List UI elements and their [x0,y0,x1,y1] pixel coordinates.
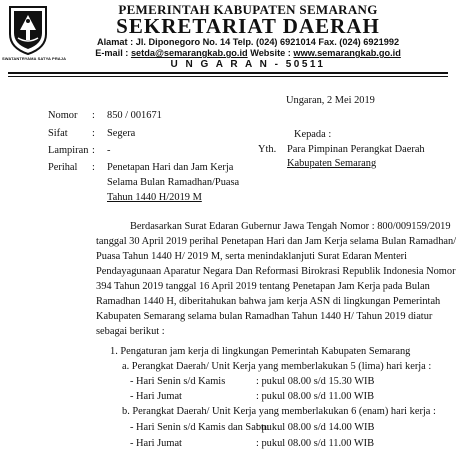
website-label: Website : [247,48,294,58]
to-label: Kepada : [294,129,332,140]
government-name: PEMERINTAH KABUPATEN SEMARANG [118,2,378,17]
email-label: E-mail : [95,48,131,58]
schedule-time: : pukul 08.00 s/d 11.00 WIB [256,391,375,402]
body-line: 394 Tahun 2019 tanggal 16 April 2019 tentang Penetapan Jam Kerja pada Bulan [96,281,430,292]
field-value-sifat: Segera [107,128,136,139]
field-colon: : [92,128,95,139]
schedule-time: : pukul 08.00 s/d 14.00 WIB [256,422,375,433]
place-date: Ungaran, 2 Mei 2019 [286,95,375,106]
website-link[interactable]: www.semarangkab.go.id [293,48,401,58]
email-link[interactable]: setda@semarangkab.go.id [130,48,248,58]
body-line: Pendayagunaan Aparatur Negara Dan Reformasi Birokrasi Republik Indonesia Nomor [96,266,456,277]
subject-line-2: Selama Bulan Ramadhan/Puasa [107,177,240,188]
body-line: Berdasarkan Surat Edaran Gubernur Jawa Tengah Nomor : 800/009159/2019 [130,221,451,232]
schedule-time: : pukul 08.00 s/d 15.30 WIB [256,376,375,387]
contact-line [0,48,456,58]
field-value-lampiran: - [107,145,111,156]
field-colon: : [92,110,95,121]
recipient-place: Kabupaten Semarang [287,158,377,169]
body-line: Puasa Tahun 1440 H/ 2019 M, serta menindaklanjuti Surat Edaran Menteri [96,251,408,262]
address-line: Alamat : Jl. Diponegoro No. 14 Telp. (024) 6921014 Fax. (024) 6921992 [96,37,400,47]
field-value-perihal: Penetapan Hari dan Jam Kerja [107,162,234,173]
field-label-lampiran: Lampiran [48,145,89,156]
schedule-day: - Hari Senin s/d Kamis [130,376,226,387]
body-line: sebagai berikut : [96,326,165,337]
sub-item-a: a. Perangkat Daerah/ Unit Kerja yang memberlakukan 5 (lima) hari kerja : [122,361,432,372]
letterhead-rule-thin [8,76,448,77]
field-colon: : [92,145,95,156]
schedule-day: - Hari Jumat [130,391,182,402]
body-line: tanggal 30 April 2019 perihal Penetapan Hari dan Jam Kerja selama Bulan Ramadhan/ [96,236,456,247]
field-label-nomor: Nomor [48,110,78,121]
recipient-name: Para Pimpinan Perangkat Daerah [287,144,425,155]
letterhead-rule [8,72,448,74]
yth-label: Yth. [258,144,277,155]
schedule-time: : pukul 08.00 s/d 11.00 WIB [256,438,375,449]
office-title: SEKRETARIAT DAERAH [116,14,380,38]
crest-motto: SWATANTRYAMA SATYA PRAJA [2,56,67,61]
schedule-day: - Hari Jumat [130,438,182,449]
subject-line-3: Tahun 1440 H/2019 M [107,192,202,203]
field-colon: : [92,162,95,173]
field-value-nomor: 850 / 001671 [107,110,162,121]
field-label-perihal: Perihal [48,162,78,173]
sub-item-b: b. Perangkat Daerah/ Unit Kerja yang memberlakukan 6 (enam) hari kerja : [122,406,436,417]
field-label-sifat: Sifat [48,128,68,139]
schedule-day: - Hari Senin s/d Kamis dan Sabtu [130,422,270,433]
city-postcode: U N G A R A N - 50511 [170,59,326,70]
body-line: Kabupaten Semarang selama bulan Ramadhan Tahun 1440 H/ Tahun 2019 diatur [96,311,433,322]
list-item-1: 1. Pengaturan jam kerja di lingkungan Pemerintah Kabupaten Semarang [110,346,411,357]
body-line: Ramadhan 1440 H, diberitahukan bahwa jam kerja ASN di lingkungan Pemerintah [96,296,441,307]
